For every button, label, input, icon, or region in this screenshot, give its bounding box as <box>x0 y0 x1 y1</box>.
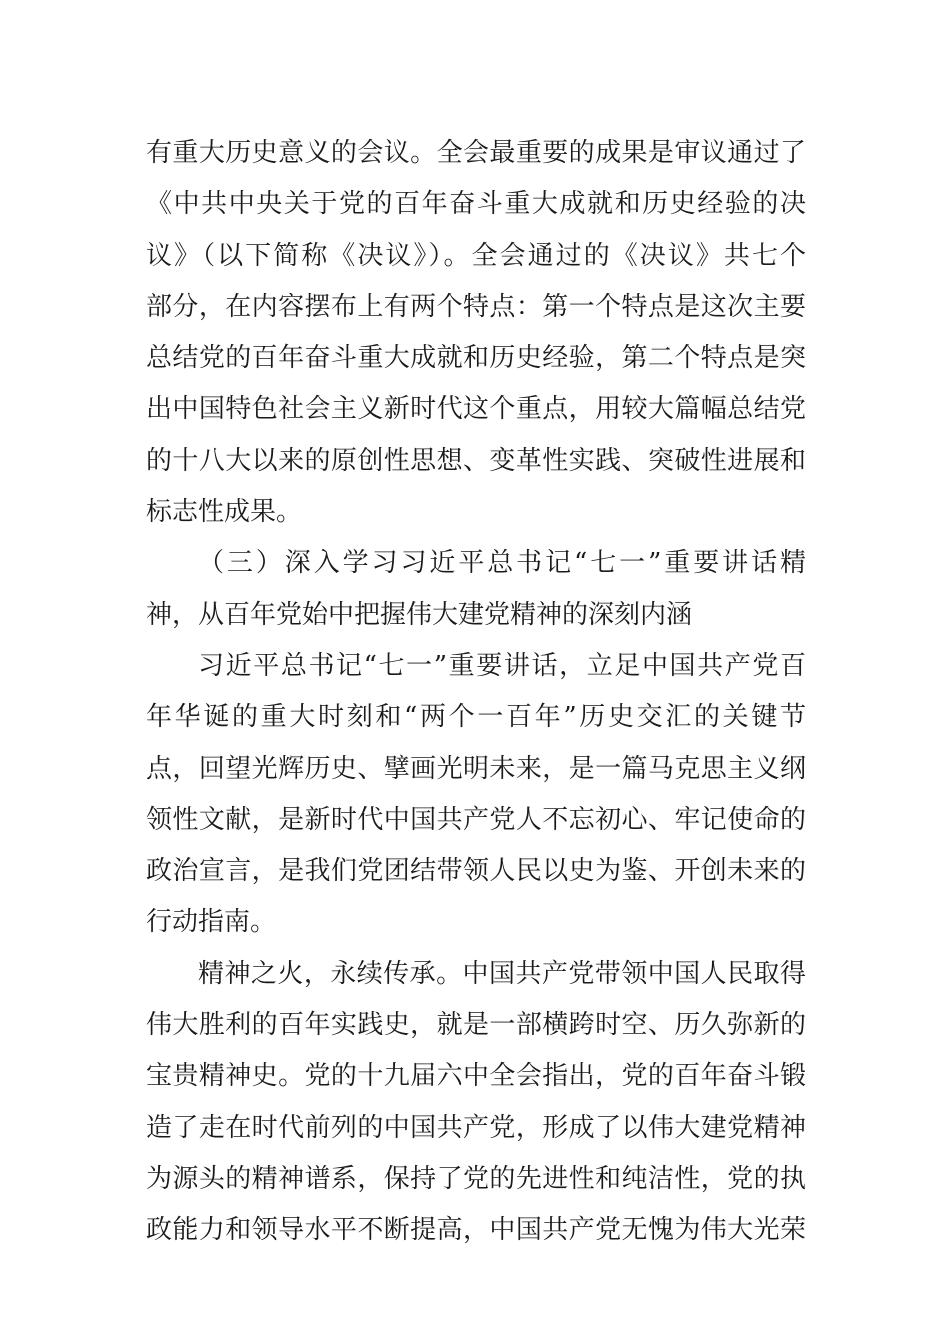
text-line: 年华诞的重大时刻和“两个一百年”历史交汇的关键节 <box>146 702 806 733</box>
text-line: 行动指南。 <box>146 907 277 938</box>
text-line: 政治宣言，是我们党团结带领人民以史为鉴、开创未来的 <box>146 856 806 887</box>
section-heading: 神，从百年党始中把握伟大建党精神的深刻内涵 <box>146 599 693 630</box>
text-line: 标志性成果。 <box>146 497 303 528</box>
text-line: 领性文献，是新时代中国共产党人不忘初心、牢记使命的 <box>146 804 806 835</box>
text-line: 习近平总书记“七一”重要讲话，立足中国共产党百 <box>198 650 806 681</box>
text-line: 议》（以下简称《决议》）。全会通过的《决议》共七个 <box>146 240 806 271</box>
text-line: 伟大胜利的百年实践史，就是一部横跨时空、历久弥新的 <box>146 1010 806 1041</box>
text-line: 政能力和领导水平不断提高，中国共产党无愧为伟大光荣 <box>146 1215 806 1246</box>
text-line: 为源头的精神谱系，保持了党的先进性和纯洁性，党的执 <box>146 1163 806 1194</box>
text-line: 部分，在内容摆布上有两个特点：第一个特点是这次主要 <box>146 291 806 322</box>
text-line: 宝贵精神史。党的十九届六中全会指出，党的百年奋斗锻 <box>146 1061 806 1092</box>
text-line: 的十八大以来的原创性思想、变革性实践、突破性进展和 <box>146 445 806 476</box>
body-text <box>146 128 806 1257</box>
section-heading: （三）深入学习习近平总书记“七一”重要讲话精 <box>198 548 806 579</box>
text-line: 造了走在时代前列的中国共产党，形成了以伟大建党精神 <box>146 1112 806 1143</box>
text-line: 《中共中央关于党的百年奋斗重大成就和历史经验的决 <box>146 189 806 220</box>
text-line: 总结党的百年奋斗重大成就和历史经验，第二个特点是突 <box>146 343 806 374</box>
text-line: 精神之火，永续传承。中国共产党带领中国人民取得 <box>198 958 806 989</box>
text-line: 有重大历史意义的会议。全会最重要的成果是审议通过了 <box>146 138 806 168</box>
text-line: 出中国特色社会主义新时代这个重点，用较大篇幅总结党 <box>146 394 806 425</box>
text-line: 点，回望光辉历史、擘画光明未来，是一篇马克思主义纲 <box>146 753 806 784</box>
